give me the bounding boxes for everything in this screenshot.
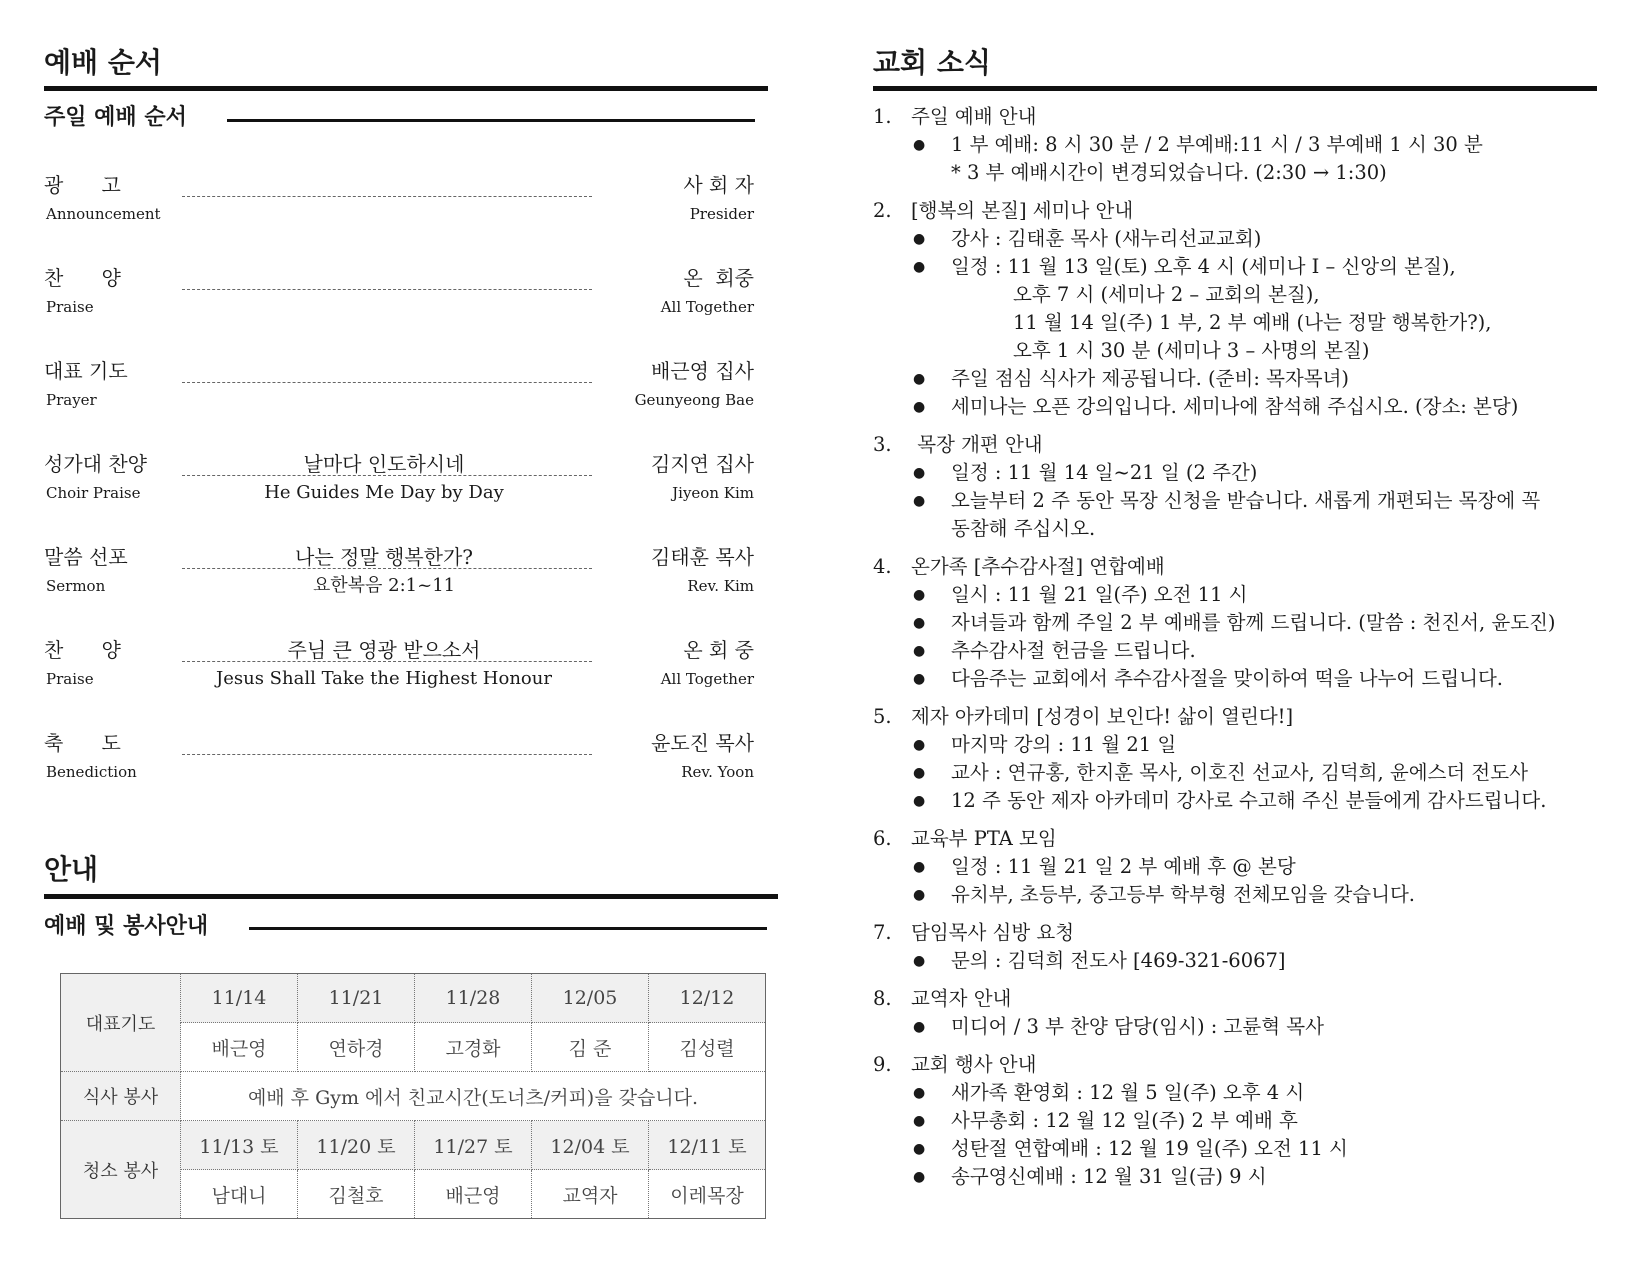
prayer-name: 연하경 [298, 1023, 415, 1072]
news-bullet: ● 일정 : 11 월 21 일 2 부 예배 후 @ 본당 [873, 853, 1603, 881]
order-person-ko: 김태훈 목사 [651, 545, 754, 569]
clean-date: 11/13 토 [181, 1121, 298, 1170]
order-row [44, 451, 754, 531]
news-item-title [873, 103, 1603, 131]
guide-heading: 안내 [44, 853, 99, 886]
news-item [873, 431, 1603, 543]
dotted-leader [182, 196, 592, 197]
prayer-date: 11/14 [181, 974, 298, 1023]
news-item-title-text: 제자 아카데미 [성경이 보인다! 삶이 열린다!] [911, 705, 1294, 728]
order-row [44, 544, 754, 624]
prayer-date: 11/21 [298, 974, 415, 1023]
meal-label: 식사 봉사 [61, 1072, 181, 1121]
news-item [873, 985, 1603, 1041]
clean-date: 11/27 토 [415, 1121, 532, 1170]
news-item [873, 197, 1603, 421]
order-row [44, 265, 754, 345]
order-title-ko: 축 도 [44, 731, 121, 755]
clean-date: 12/04 토 [532, 1121, 649, 1170]
news-bullet: ● 주일 점심 식사가 제공됩니다. (준비: 목자목녀) [873, 365, 1603, 393]
news-bullet: ● 미디어 / 3 부 찬양 담당(임시) : 고륜혁 목사 [873, 1013, 1603, 1041]
news-bullet: ● 강사 : 김태훈 목사 (새누리선교교회) [873, 225, 1603, 253]
heading-rule [873, 86, 1597, 91]
clean-name: 교역자 [532, 1170, 649, 1219]
prayer-name: 고경화 [415, 1023, 532, 1072]
news-list [873, 103, 1603, 1201]
news-item-title-text: [행복의 본질] 세미나 안내 [911, 199, 1134, 222]
order-person-ko: 윤도진 목사 [651, 731, 754, 755]
dotted-leader [182, 289, 592, 290]
prayer-date: 12/12 [649, 974, 766, 1023]
news-bullet: ● 송구영신예배 : 12 월 31 일(금) 9 시 [873, 1163, 1603, 1191]
news-bullet: ● 1 부 예배: 8 시 30 분 / 2 부예배:11 시 / 3 부예배 1 시 30 분 [873, 131, 1603, 159]
clean-date: 12/11 토 [649, 1121, 766, 1170]
news-bullet: ● 자녀들과 함께 주일 2 부 예배를 함께 드립니다. (말씀 : 천진서, 윤도진) [873, 609, 1603, 637]
news-item [873, 103, 1603, 187]
order-title-en: Praise [46, 298, 94, 316]
order-detail: 날마다 인도하시네 [303, 452, 465, 476]
news-bullet: ● 일시 : 11 월 21 일(주) 오전 11 시 [873, 581, 1603, 609]
order-person-en: Rev. Yoon [681, 763, 754, 781]
order-detail: 주님 큰 영광 받으소서 [287, 638, 481, 662]
sunday-order-subheading: 주일 예배 순서 [44, 105, 187, 130]
news-continuation: 오후 1 시 30 분 (세미나 3 – 사명의 본질) [1013, 339, 1370, 362]
news-bullet: ● 오늘부터 2 주 동안 목장 신청을 받습니다. 새롭게 개편되는 목장에 꼭 [873, 487, 1603, 515]
news-continuation: 오후 7 시 (세미나 2 – 교회의 본질), [1013, 283, 1320, 306]
order-title-ko: 찬 양 [44, 266, 121, 290]
order-person-ko: 사 회 자 [683, 173, 754, 197]
subheading-rule [227, 119, 755, 122]
news-item [873, 919, 1603, 975]
news-item-title-text: 담임목사 심방 요청 [911, 921, 1075, 944]
clean-date: 11/20 토 [298, 1121, 415, 1170]
news-item-title [873, 431, 1603, 459]
news-item-title-text: 교육부 PTA 모임 [911, 827, 1057, 850]
news-item-title-text: 교역자 안내 [911, 987, 1012, 1010]
news-item-title [873, 553, 1603, 581]
order-title-ko: 찬 양 [44, 638, 121, 662]
order-person-en: Jiyeon Kim [672, 484, 754, 502]
clean-name: 김철호 [298, 1170, 415, 1219]
news-bullet: ● 성탄절 연합예배 : 12 월 19 일(주) 오전 11 시 [873, 1135, 1603, 1163]
prayer-name: 김성렬 [649, 1023, 766, 1072]
order-title-en: Announcement [46, 205, 161, 223]
news-item [873, 1051, 1603, 1191]
order-detail-sub: He Guides Me Day by Day [264, 482, 504, 503]
news-bullet: ● 사무총회 : 12 월 12 일(주) 2 부 예배 후 [873, 1107, 1603, 1135]
news-item [873, 825, 1603, 909]
news-item-number: 5. [873, 705, 892, 728]
news-item-title [873, 985, 1603, 1013]
dotted-leader [182, 382, 592, 383]
news-item-number: 6. [873, 827, 892, 850]
order-title-ko: 성가대 찬양 [44, 452, 147, 476]
order-row [44, 637, 754, 717]
news-item-title-text: 온가족 [추수감사절] 연합예배 [911, 555, 1165, 578]
news-bullet: ● 새가족 환영회 : 12 월 5 일(주) 오후 4 시 [873, 1079, 1603, 1107]
news-item-number: 3. [873, 433, 892, 456]
prayer-name: 김 준 [532, 1023, 649, 1072]
order-detail-sub: Jesus Shall Take the Highest Honour [216, 668, 552, 689]
news-heading: 교회 소식 [873, 46, 991, 79]
order-person-en: Rev. Kim [687, 577, 754, 595]
order-title-en: Benediction [46, 763, 137, 781]
order-person-en: All Together [660, 670, 754, 688]
news-bullet: ● 12 주 동안 제자 아카데미 강사로 수고해 주신 분들에게 감사드립니다. [873, 787, 1603, 815]
order-title-en: Prayer [46, 391, 97, 409]
order-title-en: Sermon [46, 577, 106, 595]
clean-label: 청소 봉사 [61, 1121, 181, 1219]
order-person-en: All Together [660, 298, 754, 316]
heading-rule [44, 894, 778, 899]
prayer-name: 배근영 [181, 1023, 298, 1072]
news-item-title-text: 목장 개편 안내 [911, 433, 1043, 456]
subheading-rule [249, 927, 767, 930]
order-person-ko: 김지연 집사 [651, 452, 754, 476]
order-person-ko: 온 회 중 [683, 638, 754, 662]
news-item-number: 2. [873, 199, 892, 222]
news-continuation: * 3 부 예배시간이 변경되었습니다. (2:30 → 1:30) [951, 161, 1387, 184]
news-item [873, 703, 1603, 815]
service-subheading: 예배 및 봉사안내 [44, 914, 209, 939]
prayer-date: 12/05 [532, 974, 649, 1023]
news-item [873, 553, 1603, 693]
news-bullet: ● 추수감사절 헌금을 드립니다. [873, 637, 1603, 665]
order-title-en: Choir Praise [46, 484, 141, 502]
order-person-ko: 배근영 집사 [651, 359, 754, 383]
news-item-number: 4. [873, 555, 892, 578]
meal-text: 예배 후 Gym 에서 친교시간(도너츠/커피)을 갖습니다. [181, 1072, 766, 1121]
news-continuation: 동참해 주십시오. [951, 517, 1096, 540]
news-bullet: ● 일정 : 11 월 14 일~21 일 (2 주간) [873, 459, 1603, 487]
clean-name: 남대니 [181, 1170, 298, 1219]
order-title-en: Praise [46, 670, 94, 688]
prayer-label: 대표기도 [61, 974, 181, 1072]
news-bullet: ● 마지막 강의 : 11 월 21 일 [873, 731, 1603, 759]
news-item-title-text: 교회 행사 안내 [911, 1053, 1037, 1076]
clean-name: 배근영 [415, 1170, 532, 1219]
order-row [44, 730, 754, 810]
news-continuation: 11 월 14 일(주) 1 부, 2 부 예배 (나는 정말 행복한가?), [1013, 311, 1492, 334]
order-row [44, 358, 754, 438]
news-item-title [873, 1051, 1603, 1079]
prayer-date: 11/28 [415, 974, 532, 1023]
order-title-ko: 광 고 [44, 173, 121, 197]
news-bullet: ● 일정 : 11 월 13 일(토) 오후 4 시 (세미나 I – 신앙의 본질), [873, 253, 1603, 281]
order-person-en: Presider [689, 205, 754, 223]
news-item-title-text: 주일 예배 안내 [911, 105, 1037, 128]
news-item-title [873, 825, 1603, 853]
order-detail: 나는 정말 행복한가? [295, 545, 473, 569]
order-title-ko: 말씀 선포 [44, 545, 128, 569]
heading-rule [44, 86, 768, 91]
order-person-ko: 온 회중 [683, 266, 754, 290]
news-bullet: ● 교사 : 연규홍, 한지훈 목사, 이호진 선교사, 김덕희, 윤에스더 전도사 [873, 759, 1603, 787]
news-bullet: ● 다음주는 교회에서 추수감사절을 맞이하여 떡을 나누어 드립니다. [873, 665, 1603, 693]
news-bullet: ● 유치부, 초등부, 중고등부 학부형 전체모임을 갖습니다. [873, 881, 1603, 909]
news-item-number: 7. [873, 921, 892, 944]
order-title-ko: 대표 기도 [44, 359, 128, 383]
news-item-number: 9. [873, 1053, 892, 1076]
news-item-title [873, 703, 1603, 731]
news-bullet: ● 세미나는 오픈 강의입니다. 세미나에 참석해 주십시오. (장소: 본당) [873, 393, 1603, 421]
order-person-en: Geunyeong Bae [634, 391, 754, 409]
table-row [61, 974, 766, 1023]
news-item-number: 1. [873, 105, 892, 128]
table-row [61, 1121, 766, 1170]
dotted-leader [182, 754, 592, 755]
table-row [61, 1072, 766, 1121]
order-row [44, 172, 754, 252]
worship-order-heading: 예배 순서 [44, 46, 162, 79]
news-item-title [873, 919, 1603, 947]
news-item-title [873, 197, 1603, 225]
clean-name: 이레목장 [649, 1170, 766, 1219]
news-bullet: ● 문의 : 김덕희 전도사 [469-321-6067] [873, 947, 1603, 975]
news-item-number: 8. [873, 987, 892, 1010]
order-detail-sub: 요한복음 2:1~11 [312, 575, 456, 596]
service-table [60, 973, 766, 1219]
